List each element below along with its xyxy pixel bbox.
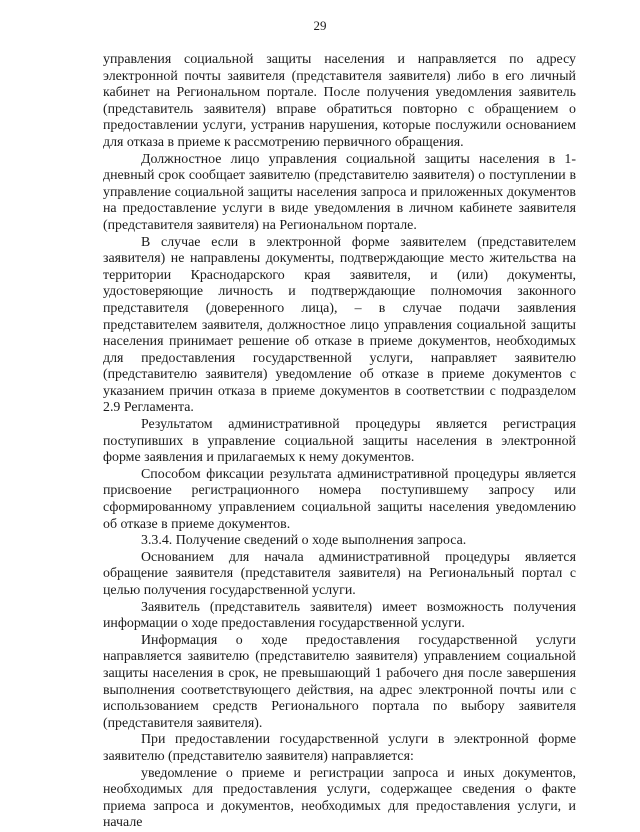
paragraph-1: управления социальной защиты населения и направляется по адресу электронной почты заявителя (представителя заявителя) либо в его личный кабинет на Региональном портале. После получения уведомления заявитель (представитель заявителя) вправе обратиться повторно с обращением о предоставлении услуги, устранив нарушения, которые послужили основанием для отказа в приеме к рассмотрению первичного обращения.	[103, 52, 576, 150]
paragraph-2: Должностное лицо управления социальной защиты населения в 1-дневный срок сообщает заявителю (представителю заявителя) о поступлении в управление социальной защиты населения запроса и приложенных документов на предоставление услуги в виде уведомления в личном кабинете заявителя (представителя заявителя) на Региональном портале.	[103, 151, 576, 233]
paragraph-10: При предоставлении государственной услуги в электронной форме заявителю (представителю заявителя) направляется:	[103, 732, 576, 764]
paragraph-4: Результатом административной процедуры является регистрация поступивших в управление социальной защиты населения в электронной форме заявления и прилагаемых к нему документов.	[103, 417, 576, 466]
paragraph-5: Способом фиксации результата административной процедуры является присвоение регистрационного номера поступившему запросу или сформированному управлением социальной защиты населения уведомлению об отказе в приеме документов.	[103, 466, 576, 532]
paragraph-7: Основанием для начала административной процедуры является обращение заявителя (представителя заявителя) на Региональный портал с целью получения государственной услуги.	[103, 549, 576, 598]
section-heading-3-3-4: 3.3.4. Получение сведений о ходе выполнения запроса.	[141, 533, 467, 549]
paragraph-9: Информация о ходе предоставления государственной услуги направляется заявителю (представителю заявителя) управлением социальной защиты населения в срок, не превышающий 1 рабочего дня после завершения выполнения соответствующего действия, на адрес электронной почты или с использованием средств Регионального портала по выбору заявителя (представителя заявителя).	[103, 632, 576, 731]
paragraph-3: В случае если в электронной форме заявителем (представителем заявителя) не направлены документы, подтверждающие место жительства на территории Краснодарского края заявителя, и (или) документы, удостоверяющие личность и подтверждающие полномочия законного представителя (доверенного лица), – в случае подачи заявления представителем заявителя, должностное лицо управления социальной защиты населения принимает решение об отказе в приеме документов, необходимых для предоставления государственной услуги, направляет заявителю (представителю заявителя) уведомление об отказе в приеме документов с указанием причин отказа в приеме документов в соответствии с подразделом 2.9 Регламента.	[103, 234, 576, 416]
paragraph-8: Заявитель (представитель заявителя) имеет возможность получения информации о ходе предоставления государственной услуги.	[103, 599, 576, 632]
document-body	[103, 52, 576, 832]
page-number: 29	[313, 18, 327, 33]
paragraph-11: уведомление о приеме и регистрации запроса и иных документов, необходимых для предоставления услуги, содержащее сведения о факте приема запроса и документов, необходимых для предоставления услуги, и начале	[103, 765, 576, 831]
